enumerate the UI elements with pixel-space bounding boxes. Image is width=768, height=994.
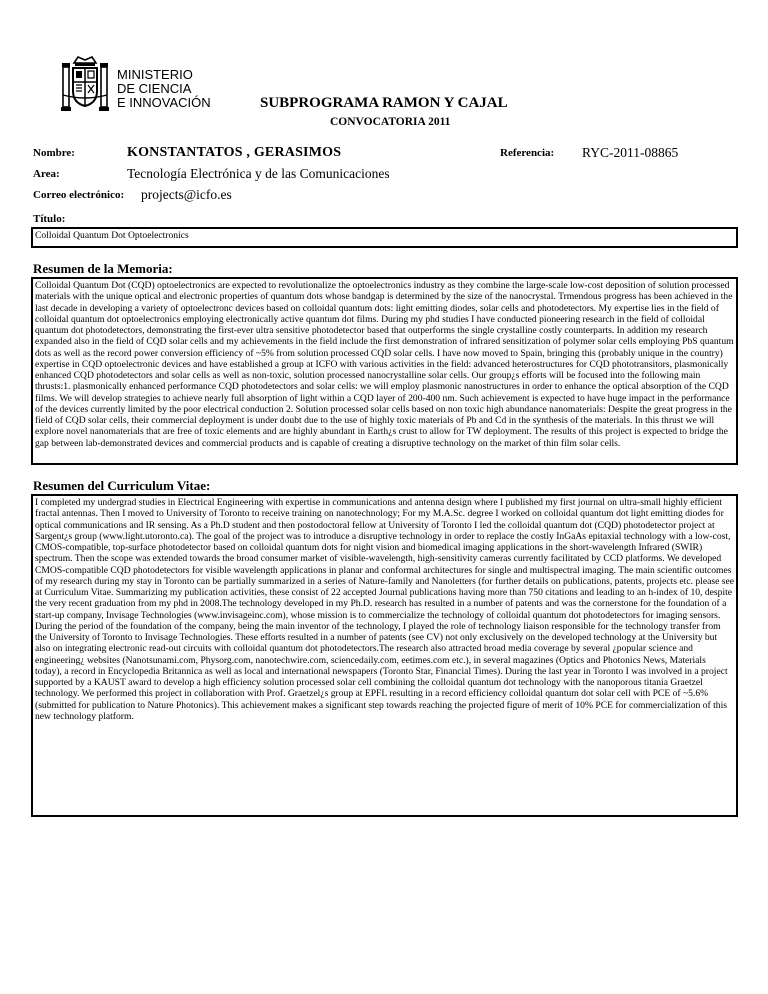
- title-label: Título:: [33, 213, 66, 225]
- call-year: CONVOCATORIA 2011: [330, 116, 451, 128]
- coat-of-arms-icon: [60, 55, 110, 115]
- area-label: Area:: [33, 168, 60, 180]
- cv-heading: Resumen del Curriculum Vitae:: [33, 478, 211, 493]
- email-value: projects@icfo.es: [141, 187, 232, 202]
- memoria-box: [31, 277, 738, 465]
- program-title: SUBPROGRAMA RAMON Y CAJAL: [260, 95, 508, 111]
- name-label: Nombre:: [33, 147, 75, 159]
- project-title: Colloidal Quantum Dot Optoelectronics: [35, 230, 189, 241]
- applicant-name: KONSTANTATOS , GERASIMOS: [127, 145, 342, 160]
- area-value: Tecnología Electrónica y de las Comunicaciones: [127, 166, 390, 181]
- title-box: [31, 227, 738, 248]
- ministry-line-2: DE CIENCIA: [117, 81, 192, 96]
- reference-value: RYC-2011-08865: [582, 145, 679, 160]
- ministry-line-1: MINISTERIO: [117, 67, 193, 82]
- memoria-heading: Resumen de la Memoria:: [33, 261, 173, 276]
- ministry-line-3: E INNOVACIÓN: [117, 95, 211, 110]
- cv-box: [31, 494, 738, 817]
- ministry-name: [117, 68, 211, 110]
- cv-text: I completed my undergrad studies in Electrical Engineering with expertise in communications and antenna design where I published my first journal on ultra-small highly efficient fractal antennas. Then I moved to University of Toronto to receive training on nanotechnology; For my M.A.Sc. degree I worked on colloidal quantum dot light emitting diodes for optical communications and IR sensing. As a Ph.D student and then postodoctoral fellow at University of Toronto I led the colloidal quantum dot (CQD) photodetector project at Sargent¿s group (www.light.utoronto.ca). The goal of the project was to introduce a disruptive technology in order to replace the costly InGaAs epitaxial technology with a low-cost, CMOS-compatible, top-surface photodetector based on colloidal quantum dots for night vision and biomedical imaging applications in the short-wavelength Infrared (SWIR) spectrum. Then the scope was extended towards the broad consumer market of visible-wavelength, high-sensitivity cameras currently facilitated by CCD platforms. We developed CMOS-compatible CQD photodetectors for visible wavelength applications in planar and conformal architectures for single and multispectral imaging. The main scientific outcomes of my research during my stay in Toronto can be partially summarized in a series of Nature-family and Nanoletters (for further details on publications, patents, projects etc. please see at Curriculum Vitae. Summarizing my publication activities, these consist of 22 accepted Journal publications having more than 750 citations and leading to an h-index of 10, despite the very recent graduation from my phd in 2008.The technology developed in my Ph.D. research has resulted in a number of patents and was the cornerstone for the foundation of a start-up company, Invisage Technologies (www.invisageinc.com), whose mission is to commercialize the technology of colloidal quantum dot photodetectors for imaging sensors. During the period of the foundation of the company, being the main inventor of the technology, I played the role of technology liaison responsible for the technology transfer from the University of Toronto to Invisage Technologies. These efforts resulted in a number of patents (see CV) not only exclusively on the developed technology at the University but also on integrating electronic read-out circuits with colloidal quantum dot photodetectors.The research also attracted broad media coverage by several ¿popular science and engineering¿ websites (Nanotsunami.com, Physorg.com, nanotechwire.com, sciencedaily.com, eetimes.com etc.), in several magazines (Optics and Photonics News, Materials today), a record in Encyclopedia Britannica as well as local and international newspapers (Toronto Star, Financial Times). During the last year in Toronto I was involved in a project supported by a KAUST award to develop a high efficiency solution processed solar cell combining the colloidal quantum dot technology with the nanoporous titania Graetzel technology. We performed this project in collaboration with Prof. Graetzel¿s group at EPFL resulting in a record efficiency colloidal quantum dot solar cell with PCE of ~5.6% (submitted for publication to Nature Photonics). This achievement makes a significant step towards reaching the projected figure of merit of 10% PCE for commercialization of this new technology platform.: [35, 497, 734, 722]
- reference-label: Referencia:: [500, 147, 555, 159]
- email-label: Correo electrónico:: [33, 189, 125, 201]
- memoria-text: Colloidal Quantum Dot (CQD) optoelectronics are expected to revolutionalize the optoelectronics industry as they combine the large-scale low-cost deposition of solution processed materials with the unique optical and electronic properties of quantum dots whose bandgap is determined by the size of the nanocrystal. Trmendous progress has been achieved in the last decade in developing a variety of optoelectronc devices based on colloidal quantum dots: light emitting diodes, solar cells and photodetectors. My expertise lies in the field of colloidal quantum dot optoelectronics employing electronically active quantum dot films. During my phd studies I have conducted pioneering research in the field of colloidal quantum dot photodetectors, demonstrating the first-ever ultra sensitive photodetector based that outperforms the single crystalline costly counterparts. In addition my research expanded also in the field of CQD solar cells and my achievements in the field include the first demonstration of infrared sensitization of polymer solar cells employing PbS quantum dots as well as the record power conversion efficiency of ~5% from solution processed CQD solar cells. I have now moved to Spain, bringing this (probably unique in the country) expertise in CQD optoelectronic devices and have established a group at ICFO with various activities in the field: advanced heterostructures for CQD phototransitors, plasmonically enhanced CQD photodetectors and solar cells as well as non-toxic, solution processed nanocrystalline solar cells. Our group¿s efforts will be focused into the following main thrusts:1. plasmonically enhanced performance CQD photodetectors and solar cells: we will employ plasmonic nanostructures in order to enhance the optical absorption of the CQD films. We will develop strategies to achieve nearly full absorption of light within a CQD layer of 200-400 nm. Such achievement is expected to have huge impact in the performance of the devices currently limited by the poor electrical conduction 2. Solution processed solar cells based on non toxic high abundance nanomaterials: Despite the great progress in the field of CQD solar cells, their commercial deployment is under doubt due to the use of highly toxic materials of Pb and Cd in the synthesis of the materials. In this thrust we will explore novel nanomaterials that are free of toxic elements and are highly abundant in Earth¿s crust to allow for TW deployment. The results of this project is expected to bridge the gap between lab-demonstrated devices and commercial products and is capable of creating a disruptive technology on the market of thin film solar cells.: [35, 280, 734, 449]
